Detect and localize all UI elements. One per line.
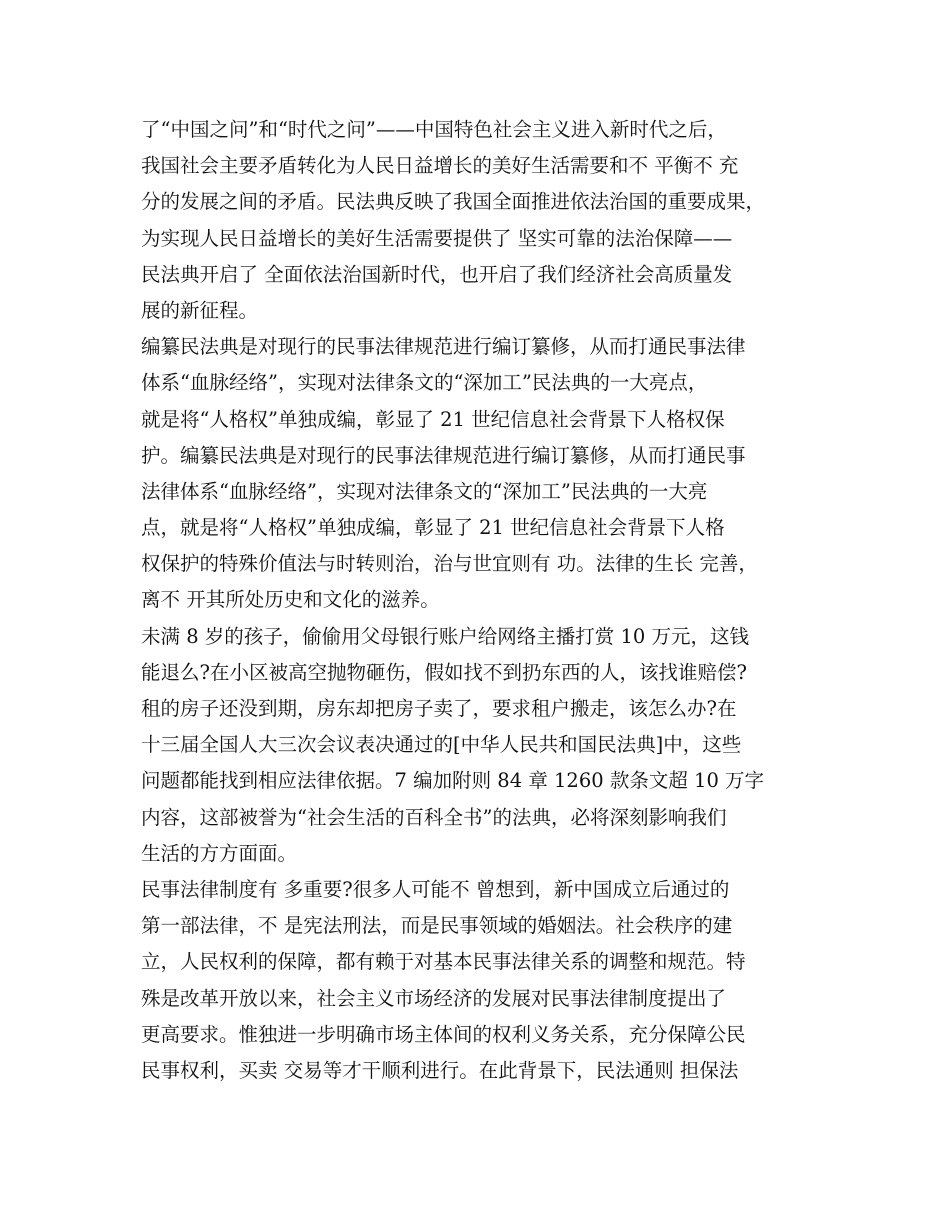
text-line: 立，人民权利的保障，都有赖于对基本民事法律关系的调整和规范。特 (141, 950, 746, 974)
text-line: 了“中国之问”和“时代之问”——中国特色社会主义进入新时代之后， (141, 118, 727, 141)
text-line: 离不 开其所处历史和文化的滋养。 (141, 588, 440, 612)
text-line: 未满 8 岁的孩子，偷偷用父母银行账户给网络主播打赏 10 万元，这钱 (141, 624, 750, 648)
text-line: 编纂民法典是对现行的民事法律规范进行编订纂修，从而打通民事法律 (141, 335, 746, 359)
text-line: 展的新征程。 (141, 298, 259, 322)
text-line: 就是将“人格权”单独成编，彰显了 21 世纪信息社会背景下人格权保 (141, 407, 725, 431)
text-line: 更高要求。惟独进一步明确市场主体间的权利义务关系，充分保障公民 (141, 1022, 746, 1046)
text-line: 内容，这部被誉为“社会生活的百科全书”的法典，必将深刻影响我们 (141, 805, 727, 829)
text-line: 租的房子还没到期，房东却把房子卖了，要求租户搬走，该怎么办?在 (141, 697, 737, 720)
text-line: 第一部法律，不 是宪法刑法，而是民事领域的婚姻法。社会秩序的建 (141, 914, 733, 938)
text-line: 点，就是将“人格权”单独成编，彰显了 21 世纪信息社会背景下人格 (141, 516, 725, 540)
text-line: 生活的方方面面。 (141, 841, 298, 865)
document-body (141, 112, 831, 1089)
text-line: 权保护的特殊价值法与时转则治，治与世宜则有 功。法律的生长 完善， (141, 552, 758, 576)
text-line: 民法典开启了 全面依法治国新时代，也开启了我们经济社会高质量发 (141, 262, 733, 286)
text-line: 十三届全国人大三次会议表决通过的[中华人民共和国民法典]中，这些 (141, 733, 742, 757)
text-line: 体系“血脉经络”，实现对法律条文的“深加工”民法典的一大亮点， (141, 371, 708, 395)
text-line: 分的发展之间的矛盾。民法典反映了我国全面推进依法治国的重要成果， (141, 190, 766, 214)
text-line: 民事权利，买卖 交易等才干顺利进行。在此背景下，民法通则 担保法 (141, 1058, 739, 1082)
text-line: 问题都能找到相应法律依据。7 编加附则 84 章 1260 款条文超 10 万字 (141, 769, 765, 793)
text-line: 殊是改革开放以来，社会主义市场经济的发展对民事法律制度提出了 (141, 986, 727, 1010)
text-line: 为实现人民日益增长的美好生活需要提供了 坚实可靠的法治保障—— (141, 226, 733, 250)
text-line: 法律体系“血脉经络”，实现对法律条文的“深加工”民法典的一大亮 (141, 479, 708, 503)
text-line: 我国社会主要矛盾转化为人民日益增长的美好生活需要和不 平衡不 充 (141, 154, 739, 178)
text-line: 民事法律制度有 多重要?很多人可能不 曾想到，新中国成立后通过的 (141, 877, 730, 901)
text-line: 护。编纂民法典是对现行的民事法律规范进行编订纂修，从而打通民事 (141, 443, 746, 467)
text-line: 能退么?在小区被高空抛物砸伤，假如找不到扔东西的人，该找谁赔偿? (141, 660, 747, 684)
